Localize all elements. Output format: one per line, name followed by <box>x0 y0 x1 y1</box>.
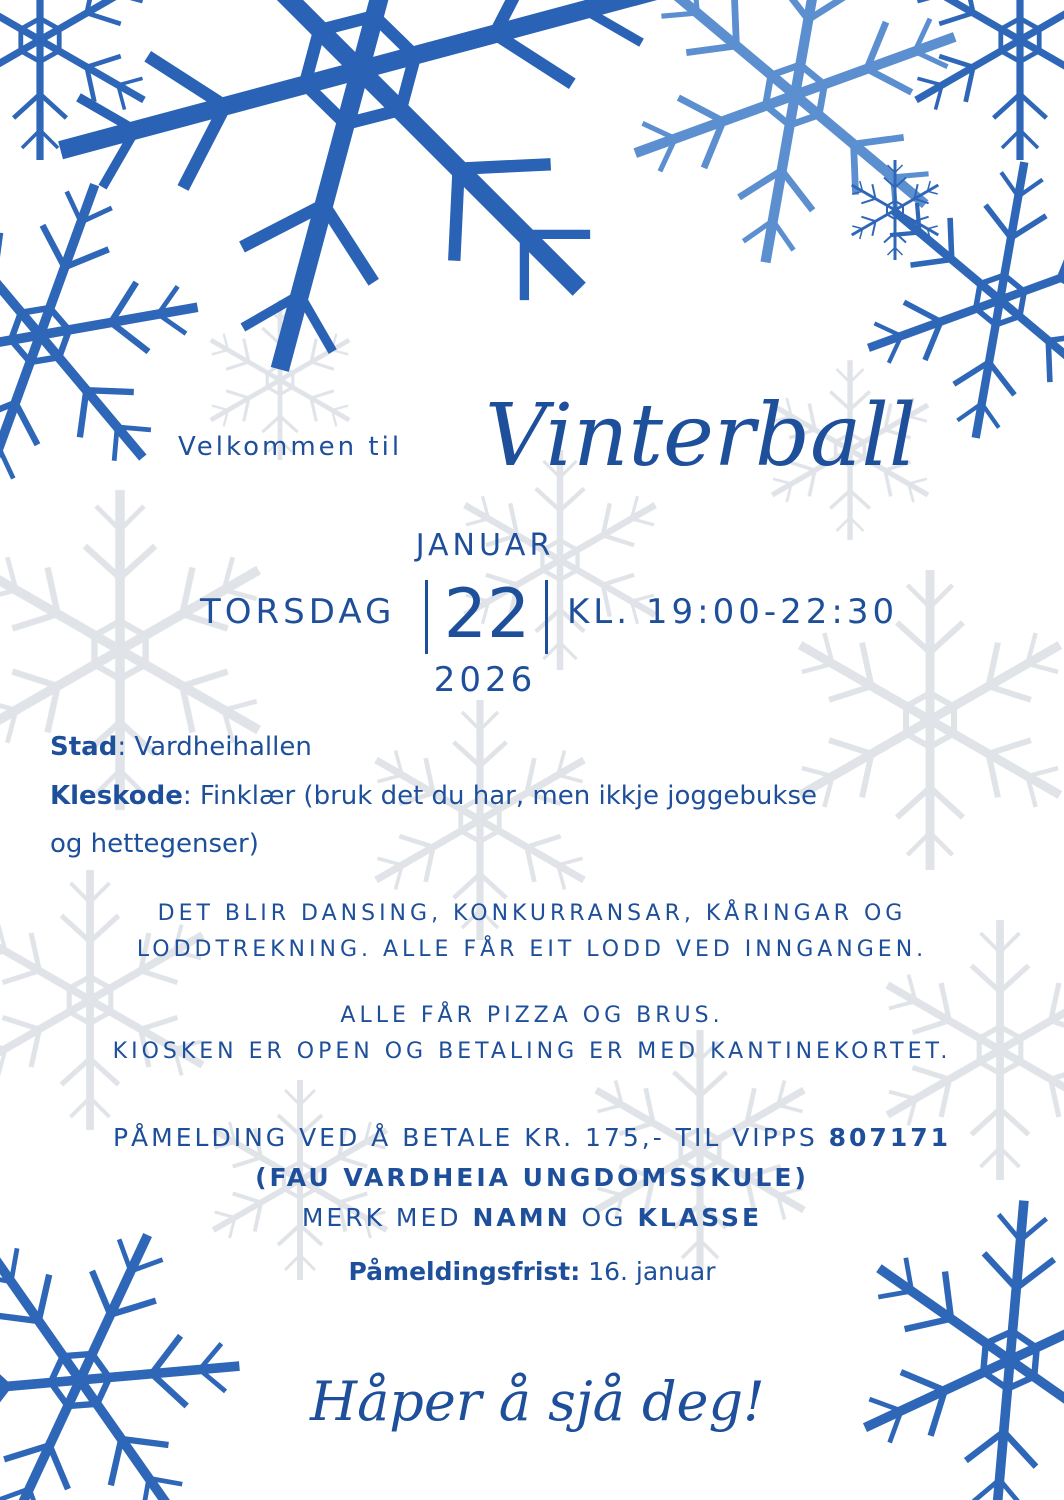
closing-signature <box>300 1340 765 1460</box>
welcome-text: Velkommen til <box>178 432 403 462</box>
venue-label: Stad <box>50 732 118 762</box>
deadline-value: 16. januar <box>580 1257 716 1286</box>
date-divider-right <box>545 580 548 654</box>
activities-line-2: LODDTREKNING. ALLE FÅR EIT LODD VED INNGANGEN. <box>136 937 928 962</box>
food-line-2: KIOSKEN ER OPEN OG BETALING ER MED KANTINEKORTET. <box>112 1039 952 1064</box>
mark-text-a: MERK MED <box>301 1203 473 1232</box>
date-time: KL. 19:00-22:30 <box>567 592 899 632</box>
deadline-line <box>0 1257 1064 1286</box>
date-divider-left <box>425 580 428 654</box>
registration-text: PÅMELDING VED Å BETALE KR. 175,- TIL VIPPS <box>112 1123 829 1152</box>
mark-text-c: OG <box>570 1203 638 1232</box>
event-title-text: Vinterball <box>485 386 917 486</box>
dress-code-label: Kleskode <box>50 781 183 811</box>
event-title <box>485 370 917 510</box>
mark-class: KLASSE <box>637 1203 763 1232</box>
dress-code-line <box>50 772 817 820</box>
date-weekday: TORSDAG <box>200 592 396 632</box>
venue-value: : Vardheihallen <box>117 732 312 762</box>
date-year: 2026 <box>433 660 537 700</box>
date-day: 22 <box>443 575 531 654</box>
dress-code-value: : Finklær (bruk det du har, men ikkje joggebukse <box>182 781 818 811</box>
registration-line-3 <box>0 1198 1064 1238</box>
venue-line <box>50 723 312 771</box>
mark-name: NAMN <box>472 1203 571 1232</box>
registration-line-2: (FAU VARDHEIA UNGDOMSSKULE) <box>255 1163 809 1192</box>
registration-line-1 <box>0 1118 1064 1158</box>
vipps-number: 807171 <box>828 1123 952 1152</box>
closing-text: Håper å sjå deg! <box>310 1370 765 1433</box>
deadline-label: Påmeldingsfrist: <box>348 1257 581 1286</box>
dress-code-line-2: og hettegenser) <box>50 829 259 859</box>
food-line-1: ALLE FÅR PIZZA OG BRUS. <box>340 1003 724 1028</box>
activities-line-1: DET BLIR DANSING, KONKURRANSAR, KÅRINGAR OG <box>157 901 907 926</box>
date-month: JANUAR <box>415 528 555 563</box>
